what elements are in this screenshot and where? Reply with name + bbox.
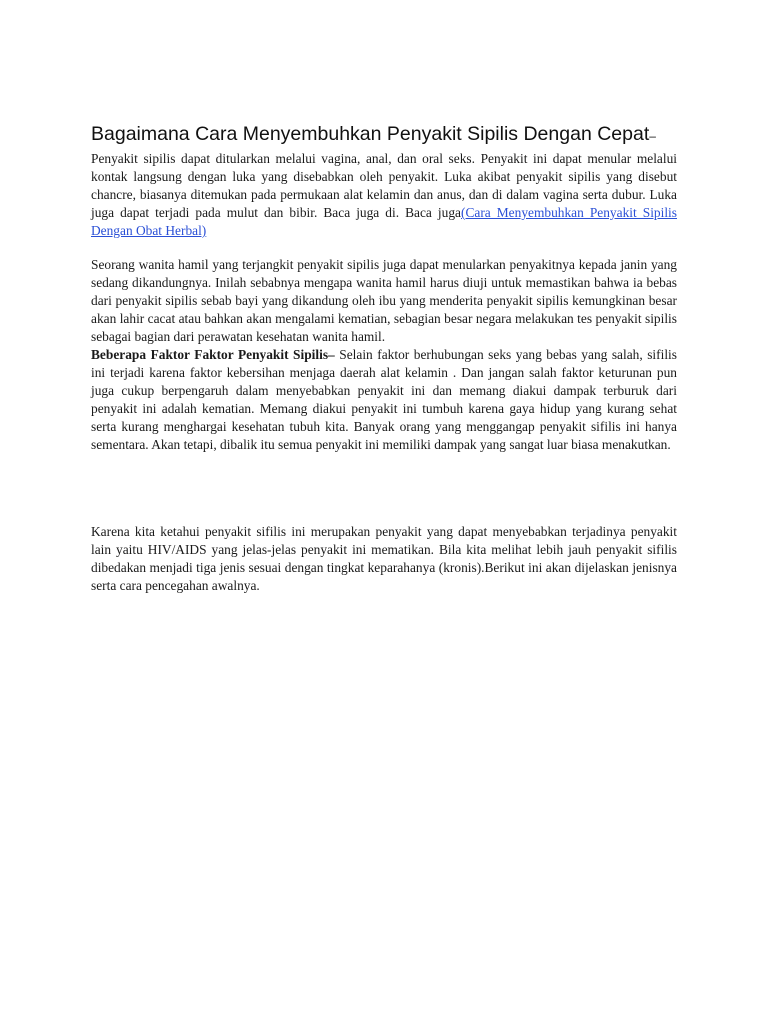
paragraph-transmission-text: Penyakit sipilis dapat ditularkan melalui vagina, anal, dan oral seks. Penyakit ini dapat menular melalui kontak langsung dengan luka yang disebabkan oleh penyakit. Luka akibat penyakit sipilis yang disebut chancre, biasanya ditemukan pada permukaan alat kelamin dan anus, dan di dalam vagina serta dubur. Luka juga dapat terjadi pada mulut dan bibir. Baca juga di. Baca juga — [91, 151, 677, 220]
paragraph-factors-text: Selain faktor berhubungan seks yang bebas yang salah, sifilis ini terjadi karena faktor kebersihan menjaga daerah alat kelamin . Dan jangan salah faktor keturunan pun juga cukup berpengaruh dalam menyebabkan penyakit ini dan memang diakui dampak terburuk dari penyakit ini adalah kematian. Memang diakui penyakit ini tumbuh karena gaya hidup yang kurang sehat serta kurang menghargai kesehatan tubuh kita. Banyak orang yang menggangap penyakit sifilis ini hanya sementara. Akan tetapi, dibalik itu semua penyakit ini memiliki dampak yang sangat luar biasa menakutkan. — [91, 347, 677, 452]
paragraph-factors — [91, 346, 677, 454]
document-body — [91, 120, 677, 595]
page-title — [91, 120, 677, 150]
title-text: Bagaimana Cara Menyembuhkan Penyakit Sipilis Dengan Cepat — [91, 123, 650, 145]
title-dash: – — [649, 129, 656, 143]
paragraph-pregnancy: Seorang wanita hamil yang terjangkit penyakit sipilis juga dapat menularkan penyakitnya kepada janin yang sedang dikandungnya. Inilah sebabnya mengapa wanita hamil harus diuji untuk memastikan bahwa ia bebas dari penyakit sipilis sebab bayi yang dikandung oleh ibu yang menderita penyakit sipilis kemungkinan besar akan lahir cacat atau bahkan akan mengalami kematian, sebagian besar negara melakukan tes penyakit sipilis sebagai bagian dari perawatan kesehatan wanita hamil. — [91, 257, 677, 344]
paragraph-hiv: Karena kita ketahui penyakit sifilis ini merupakan penyakit yang dapat menyebabkan terjadinya penyakit lain yaitu HIV/AIDS yang jelas-jelas penyakit ini mematikan. Bila kita melihat lebih jauh penyakit sifilis dibedakan menjadi tiga jenis sesuai dengan tingkat keparahanya (kronis).Berikut ini akan dijelaskan jenisnya serta cara pencegahan awalnya. — [91, 524, 677, 593]
factors-heading: Beberapa Faktor Faktor Penyakit Sipilis– — [91, 347, 335, 362]
paragraph-transmission — [91, 150, 677, 240]
herbal-medicine-link[interactable]: (Cara Menyembuhkan Penyakit Sipilis Dengan Obat Herbal) — [91, 205, 677, 238]
